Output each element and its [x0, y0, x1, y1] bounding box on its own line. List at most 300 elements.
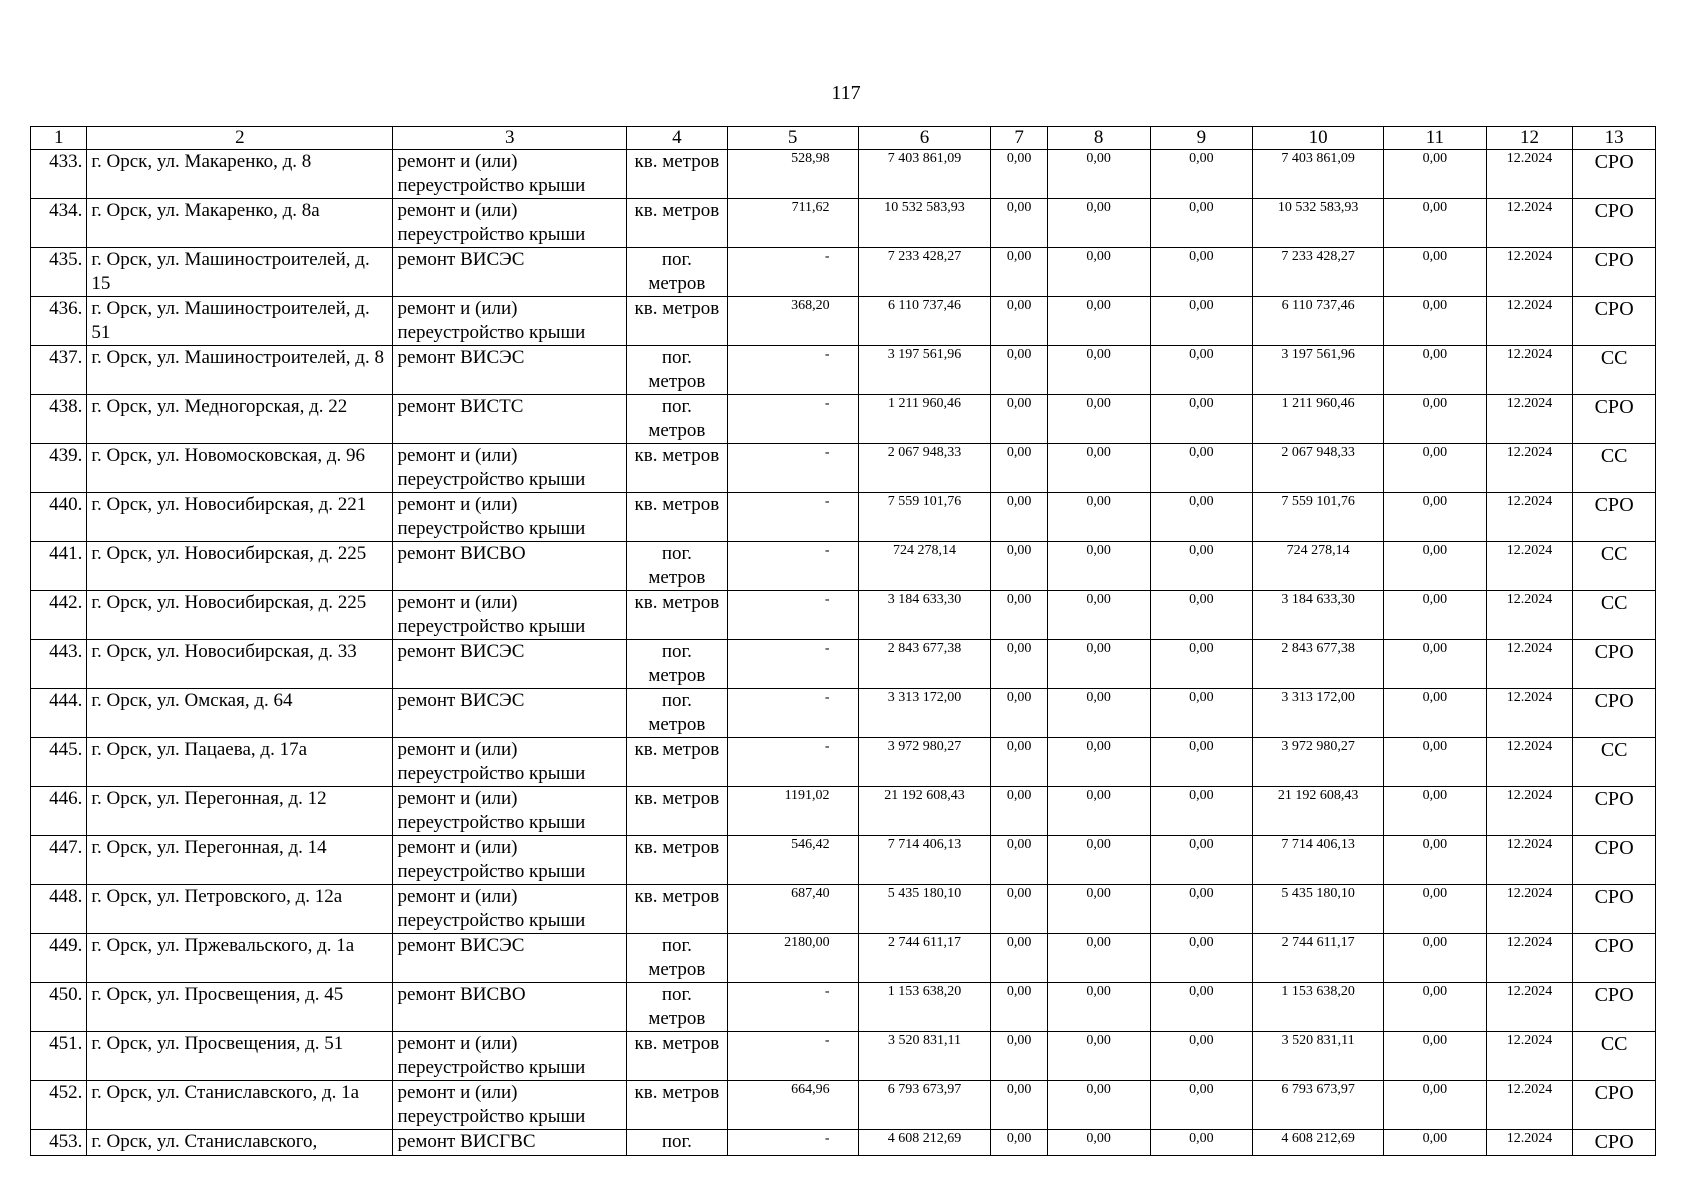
total-cost-cell: 7 233 428,27: [858, 248, 991, 297]
row-number: 443.: [31, 640, 87, 689]
address-cell: г. Орск, ул. Перегонная, д. 12: [87, 787, 393, 836]
regional-budget-cell: 0,00: [1047, 199, 1150, 248]
other-sources-cell: 0,00: [1384, 885, 1487, 934]
other-sources-cell: 0,00: [1384, 640, 1487, 689]
regional-budget-cell: 0,00: [1047, 248, 1150, 297]
quantity-cell: 2180,00: [727, 934, 858, 983]
total-cost-cell: 3 520 831,11: [858, 1032, 991, 1081]
row-number: 437.: [31, 346, 87, 395]
table-row: [31, 1081, 1656, 1130]
owner-funds-cell: 10 532 583,93: [1253, 199, 1384, 248]
total-cost-cell: 5 435 180,10: [858, 885, 991, 934]
deadline-cell: 12.2024: [1486, 934, 1573, 983]
unit-cell: пог.: [627, 1130, 728, 1156]
fund-cell: 0,00: [991, 885, 1047, 934]
local-budget-cell: 0,00: [1150, 346, 1253, 395]
table-header: [31, 127, 1656, 150]
regional-budget-cell: 0,00: [1047, 1130, 1150, 1156]
local-budget-cell: 0,00: [1150, 1130, 1253, 1156]
owner-funds-cell: 21 192 608,43: [1253, 787, 1384, 836]
fund-mode-cell: СРО: [1573, 1130, 1656, 1156]
other-sources-cell: 0,00: [1384, 297, 1487, 346]
table-row: [31, 542, 1656, 591]
table-row: [31, 297, 1656, 346]
work-type-cell: ремонт ВИСЭС: [393, 689, 627, 738]
quantity-cell: -: [727, 1130, 858, 1156]
work-type-cell: ремонт ВИСЭС: [393, 248, 627, 297]
other-sources-cell: 0,00: [1384, 346, 1487, 395]
fund-cell: 0,00: [991, 689, 1047, 738]
other-sources-cell: 0,00: [1384, 934, 1487, 983]
deadline-cell: 12.2024: [1486, 591, 1573, 640]
local-budget-cell: 0,00: [1150, 542, 1253, 591]
unit-cell: пог. метров: [627, 689, 728, 738]
quantity-cell: -: [727, 395, 858, 444]
work-type-cell: ремонт и (или) переустройство крыши: [393, 738, 627, 787]
row-number: 441.: [31, 542, 87, 591]
header-col-13: 13: [1573, 127, 1656, 150]
other-sources-cell: 0,00: [1384, 493, 1487, 542]
fund-mode-cell: СРО: [1573, 787, 1656, 836]
row-number: 436.: [31, 297, 87, 346]
fund-cell: 0,00: [991, 787, 1047, 836]
deadline-cell: 12.2024: [1486, 689, 1573, 738]
fund-cell: 0,00: [991, 934, 1047, 983]
address-cell: г. Орск, ул. Петровского, д. 12а: [87, 885, 393, 934]
quantity-cell: -: [727, 1032, 858, 1081]
local-budget-cell: 0,00: [1150, 1081, 1253, 1130]
fund-mode-cell: СРО: [1573, 836, 1656, 885]
unit-cell: кв. метров: [627, 1032, 728, 1081]
owner-funds-cell: 6 793 673,97: [1253, 1081, 1384, 1130]
header-col-6: 6: [858, 127, 991, 150]
row-number: 438.: [31, 395, 87, 444]
owner-funds-cell: 5 435 180,10: [1253, 885, 1384, 934]
header-col-7: 7: [991, 127, 1047, 150]
regional-budget-cell: 0,00: [1047, 1081, 1150, 1130]
local-budget-cell: 0,00: [1150, 591, 1253, 640]
total-cost-cell: 7 403 861,09: [858, 150, 991, 199]
quantity-cell: -: [727, 738, 858, 787]
other-sources-cell: 0,00: [1384, 248, 1487, 297]
fund-mode-cell: СС: [1573, 542, 1656, 591]
unit-cell: кв. метров: [627, 885, 728, 934]
work-type-cell: ремонт и (или) переустройство крыши: [393, 1081, 627, 1130]
address-cell: г. Орск, ул. Новосибирская, д. 225: [87, 542, 393, 591]
local-budget-cell: 0,00: [1150, 934, 1253, 983]
regional-budget-cell: 0,00: [1047, 542, 1150, 591]
table-row: [31, 1130, 1656, 1156]
fund-mode-cell: СС: [1573, 1032, 1656, 1081]
regional-budget-cell: 0,00: [1047, 493, 1150, 542]
work-type-cell: ремонт и (или) переустройство крыши: [393, 150, 627, 199]
header-col-3: 3: [393, 127, 627, 150]
address-cell: г. Орск, ул. Новосибирская, д. 225: [87, 591, 393, 640]
fund-cell: 0,00: [991, 150, 1047, 199]
local-budget-cell: 0,00: [1150, 199, 1253, 248]
other-sources-cell: 0,00: [1384, 1130, 1487, 1156]
header-col-2: 2: [87, 127, 393, 150]
address-cell: г. Орск, ул. Станиславского,: [87, 1130, 393, 1156]
fund-mode-cell: СРО: [1573, 885, 1656, 934]
row-number: 452.: [31, 1081, 87, 1130]
table-row: [31, 150, 1656, 199]
work-type-cell: ремонт и (или) переустройство крыши: [393, 591, 627, 640]
regional-budget-cell: 0,00: [1047, 1032, 1150, 1081]
header-col-9: 9: [1150, 127, 1253, 150]
fund-mode-cell: СРО: [1573, 689, 1656, 738]
quantity-cell: -: [727, 346, 858, 395]
owner-funds-cell: 1 211 960,46: [1253, 395, 1384, 444]
local-budget-cell: 0,00: [1150, 836, 1253, 885]
table-row: [31, 248, 1656, 297]
row-number: 439.: [31, 444, 87, 493]
table-row: [31, 199, 1656, 248]
header-col-4: 4: [627, 127, 728, 150]
address-cell: г. Орск, ул. Медногорская, д. 22: [87, 395, 393, 444]
owner-funds-cell: 3 313 172,00: [1253, 689, 1384, 738]
other-sources-cell: 0,00: [1384, 689, 1487, 738]
fund-cell: 0,00: [991, 640, 1047, 689]
owner-funds-cell: 4 608 212,69: [1253, 1130, 1384, 1156]
fund-mode-cell: СРО: [1573, 248, 1656, 297]
quantity-cell: 711,62: [727, 199, 858, 248]
owner-funds-cell: 3 520 831,11: [1253, 1032, 1384, 1081]
regional-budget-cell: 0,00: [1047, 934, 1150, 983]
fund-mode-cell: СРО: [1573, 983, 1656, 1032]
table-row: [31, 346, 1656, 395]
regional-budget-cell: 0,00: [1047, 150, 1150, 199]
work-type-cell: ремонт ВИСВО: [393, 983, 627, 1032]
deadline-cell: 12.2024: [1486, 983, 1573, 1032]
deadline-cell: 12.2024: [1486, 150, 1573, 199]
deadline-cell: 12.2024: [1486, 346, 1573, 395]
address-cell: г. Орск, ул. Новомосковская, д. 96: [87, 444, 393, 493]
row-number: 448.: [31, 885, 87, 934]
table-row: [31, 689, 1656, 738]
other-sources-cell: 0,00: [1384, 395, 1487, 444]
total-cost-cell: 21 192 608,43: [858, 787, 991, 836]
header-col-5: 5: [727, 127, 858, 150]
regional-budget-cell: 0,00: [1047, 444, 1150, 493]
other-sources-cell: 0,00: [1384, 738, 1487, 787]
fund-mode-cell: СС: [1573, 444, 1656, 493]
fund-mode-cell: СРО: [1573, 493, 1656, 542]
owner-funds-cell: 3 972 980,27: [1253, 738, 1384, 787]
total-cost-cell: 2 843 677,38: [858, 640, 991, 689]
owner-funds-cell: 724 278,14: [1253, 542, 1384, 591]
owner-funds-cell: 3 197 561,96: [1253, 346, 1384, 395]
unit-cell: пог. метров: [627, 248, 728, 297]
local-budget-cell: 0,00: [1150, 640, 1253, 689]
total-cost-cell: 7 714 406,13: [858, 836, 991, 885]
regional-budget-cell: 0,00: [1047, 640, 1150, 689]
unit-cell: кв. метров: [627, 787, 728, 836]
deadline-cell: 12.2024: [1486, 1032, 1573, 1081]
table-row: [31, 444, 1656, 493]
unit-cell: пог. метров: [627, 542, 728, 591]
row-number: 447.: [31, 836, 87, 885]
total-cost-cell: 7 559 101,76: [858, 493, 991, 542]
fund-mode-cell: СРО: [1573, 395, 1656, 444]
total-cost-cell: 3 197 561,96: [858, 346, 991, 395]
fund-cell: 0,00: [991, 297, 1047, 346]
work-type-cell: ремонт и (или) переустройство крыши: [393, 199, 627, 248]
table-row: [31, 591, 1656, 640]
local-budget-cell: 0,00: [1150, 787, 1253, 836]
header-col-11: 11: [1384, 127, 1487, 150]
total-cost-cell: 2 744 611,17: [858, 934, 991, 983]
fund-mode-cell: СРО: [1573, 934, 1656, 983]
address-cell: г. Орск, ул. Машиностроителей, д. 15: [87, 248, 393, 297]
fund-mode-cell: СС: [1573, 346, 1656, 395]
header-col-1: 1: [31, 127, 87, 150]
regional-budget-cell: 0,00: [1047, 885, 1150, 934]
regional-budget-cell: 0,00: [1047, 738, 1150, 787]
work-type-cell: ремонт и (или) переустройство крыши: [393, 885, 627, 934]
fund-cell: 0,00: [991, 738, 1047, 787]
work-type-cell: ремонт ВИСГВС: [393, 1130, 627, 1156]
table-row: [31, 787, 1656, 836]
local-budget-cell: 0,00: [1150, 150, 1253, 199]
table-body: [31, 150, 1656, 1156]
quantity-cell: 664,96: [727, 1081, 858, 1130]
table-row: [31, 885, 1656, 934]
deadline-cell: 12.2024: [1486, 444, 1573, 493]
unit-cell: кв. метров: [627, 199, 728, 248]
fund-cell: 0,00: [991, 542, 1047, 591]
work-type-cell: ремонт и (или) переустройство крыши: [393, 297, 627, 346]
fund-cell: 0,00: [991, 983, 1047, 1032]
unit-cell: кв. метров: [627, 297, 728, 346]
header-col-12: 12: [1486, 127, 1573, 150]
deadline-cell: 12.2024: [1486, 199, 1573, 248]
page-number: 117: [831, 82, 861, 104]
quantity-cell: 528,98: [727, 150, 858, 199]
address-cell: г. Орск, ул. Макаренко, д. 8а: [87, 199, 393, 248]
quantity-cell: -: [727, 983, 858, 1032]
quantity-cell: -: [727, 591, 858, 640]
quantity-cell: 1191,02: [727, 787, 858, 836]
work-type-cell: ремонт и (или) переустройство крыши: [393, 787, 627, 836]
total-cost-cell: 1 211 960,46: [858, 395, 991, 444]
table-row: [31, 640, 1656, 689]
total-cost-cell: 3 184 633,30: [858, 591, 991, 640]
unit-cell: пог. метров: [627, 346, 728, 395]
total-cost-cell: 1 153 638,20: [858, 983, 991, 1032]
quantity-cell: 546,42: [727, 836, 858, 885]
regional-budget-cell: 0,00: [1047, 395, 1150, 444]
fund-cell: 0,00: [991, 1081, 1047, 1130]
address-cell: г. Орск, ул. Пацаева, д. 17а: [87, 738, 393, 787]
address-cell: г. Орск, ул. Омская, д. 64: [87, 689, 393, 738]
local-budget-cell: 0,00: [1150, 297, 1253, 346]
fund-mode-cell: СРО: [1573, 1081, 1656, 1130]
regional-budget-cell: 0,00: [1047, 689, 1150, 738]
address-cell: г. Орск, ул. Новосибирская, д. 221: [87, 493, 393, 542]
total-cost-cell: 3 313 172,00: [858, 689, 991, 738]
work-type-cell: ремонт ВИСВО: [393, 542, 627, 591]
regional-budget-cell: 0,00: [1047, 983, 1150, 1032]
address-cell: г. Орск, ул. Машиностроителей, д. 51: [87, 297, 393, 346]
deadline-cell: 12.2024: [1486, 493, 1573, 542]
work-type-cell: ремонт и (или) переустройство крыши: [393, 1032, 627, 1081]
row-number: 445.: [31, 738, 87, 787]
row-number: 434.: [31, 199, 87, 248]
local-budget-cell: 0,00: [1150, 1032, 1253, 1081]
address-cell: г. Орск, ул. Перегонная, д. 14: [87, 836, 393, 885]
other-sources-cell: 0,00: [1384, 787, 1487, 836]
total-cost-cell: 724 278,14: [858, 542, 991, 591]
deadline-cell: 12.2024: [1486, 1081, 1573, 1130]
table-row: [31, 493, 1656, 542]
local-budget-cell: 0,00: [1150, 493, 1253, 542]
row-number: 444.: [31, 689, 87, 738]
header-col-8: 8: [1047, 127, 1150, 150]
deadline-cell: 12.2024: [1486, 297, 1573, 346]
unit-cell: пог. метров: [627, 395, 728, 444]
local-budget-cell: 0,00: [1150, 248, 1253, 297]
row-number: 446.: [31, 787, 87, 836]
deadline-cell: 12.2024: [1486, 395, 1573, 444]
table-row: [31, 983, 1656, 1032]
total-cost-cell: 6 793 673,97: [858, 1081, 991, 1130]
quantity-cell: -: [727, 689, 858, 738]
row-number: 435.: [31, 248, 87, 297]
other-sources-cell: 0,00: [1384, 836, 1487, 885]
work-type-cell: ремонт и (или) переустройство крыши: [393, 493, 627, 542]
work-type-cell: ремонт ВИСЭС: [393, 934, 627, 983]
owner-funds-cell: 7 233 428,27: [1253, 248, 1384, 297]
fund-cell: 0,00: [991, 591, 1047, 640]
local-budget-cell: 0,00: [1150, 983, 1253, 1032]
table-row: [31, 395, 1656, 444]
fund-mode-cell: СРО: [1573, 199, 1656, 248]
row-number: 440.: [31, 493, 87, 542]
total-cost-cell: 2 067 948,33: [858, 444, 991, 493]
other-sources-cell: 0,00: [1384, 150, 1487, 199]
fund-mode-cell: СРО: [1573, 150, 1656, 199]
work-type-cell: ремонт ВИСЭС: [393, 346, 627, 395]
quantity-cell: -: [727, 542, 858, 591]
unit-cell: кв. метров: [627, 493, 728, 542]
unit-cell: кв. метров: [627, 150, 728, 199]
table-row: [31, 1032, 1656, 1081]
header-col-10: 10: [1253, 127, 1384, 150]
address-cell: г. Орск, ул. Машиностроителей, д. 8: [87, 346, 393, 395]
work-type-cell: ремонт и (или) переустройство крыши: [393, 444, 627, 493]
owner-funds-cell: 7 403 861,09: [1253, 150, 1384, 199]
unit-cell: кв. метров: [627, 836, 728, 885]
fund-cell: 0,00: [991, 1032, 1047, 1081]
total-cost-cell: 10 532 583,93: [858, 199, 991, 248]
address-cell: г. Орск, ул. Просвещения, д. 51: [87, 1032, 393, 1081]
work-type-cell: ремонт и (или) переустройство крыши: [393, 836, 627, 885]
regional-budget-cell: 0,00: [1047, 591, 1150, 640]
deadline-cell: 12.2024: [1486, 738, 1573, 787]
unit-cell: пог. метров: [627, 983, 728, 1032]
fund-cell: 0,00: [991, 248, 1047, 297]
local-budget-cell: 0,00: [1150, 885, 1253, 934]
other-sources-cell: 0,00: [1384, 591, 1487, 640]
unit-cell: пог. метров: [627, 640, 728, 689]
row-number: 449.: [31, 934, 87, 983]
unit-cell: кв. метров: [627, 444, 728, 493]
fund-mode-cell: СС: [1573, 591, 1656, 640]
deadline-cell: 12.2024: [1486, 542, 1573, 591]
regional-budget-cell: 0,00: [1047, 787, 1150, 836]
local-budget-cell: 0,00: [1150, 395, 1253, 444]
regional-budget-cell: 0,00: [1047, 836, 1150, 885]
owner-funds-cell: 3 184 633,30: [1253, 591, 1384, 640]
fund-cell: 0,00: [991, 199, 1047, 248]
other-sources-cell: 0,00: [1384, 542, 1487, 591]
address-cell: г. Орск, ул. Просвещения, д. 45: [87, 983, 393, 1032]
unit-cell: пог. метров: [627, 934, 728, 983]
other-sources-cell: 0,00: [1384, 444, 1487, 493]
quantity-cell: -: [727, 248, 858, 297]
local-budget-cell: 0,00: [1150, 444, 1253, 493]
address-cell: г. Орск, ул. Пржевальского, д. 1а: [87, 934, 393, 983]
quantity-cell: 687,40: [727, 885, 858, 934]
row-number: 433.: [31, 150, 87, 199]
unit-cell: кв. метров: [627, 1081, 728, 1130]
other-sources-cell: 0,00: [1384, 983, 1487, 1032]
address-cell: г. Орск, ул. Новосибирская, д. 33: [87, 640, 393, 689]
owner-funds-cell: 2 744 611,17: [1253, 934, 1384, 983]
table-row: [31, 738, 1656, 787]
fund-cell: 0,00: [991, 346, 1047, 395]
fund-cell: 0,00: [991, 395, 1047, 444]
fund-cell: 0,00: [991, 1130, 1047, 1156]
deadline-cell: 12.2024: [1486, 885, 1573, 934]
fund-mode-cell: СРО: [1573, 640, 1656, 689]
owner-funds-cell: 7 559 101,76: [1253, 493, 1384, 542]
fund-cell: 0,00: [991, 444, 1047, 493]
row-number: 453.: [31, 1130, 87, 1156]
deadline-cell: 12.2024: [1486, 248, 1573, 297]
owner-funds-cell: 2 067 948,33: [1253, 444, 1384, 493]
address-cell: г. Орск, ул. Станиславского, д. 1а: [87, 1081, 393, 1130]
total-cost-cell: 6 110 737,46: [858, 297, 991, 346]
deadline-cell: 12.2024: [1486, 787, 1573, 836]
fund-mode-cell: СС: [1573, 738, 1656, 787]
total-cost-cell: 4 608 212,69: [858, 1130, 991, 1156]
total-cost-cell: 3 972 980,27: [858, 738, 991, 787]
register-table: [30, 126, 1656, 1156]
fund-cell: 0,00: [991, 493, 1047, 542]
other-sources-cell: 0,00: [1384, 199, 1487, 248]
local-budget-cell: 0,00: [1150, 738, 1253, 787]
owner-funds-cell: 2 843 677,38: [1253, 640, 1384, 689]
work-type-cell: ремонт ВИСТС: [393, 395, 627, 444]
row-number: 451.: [31, 1032, 87, 1081]
deadline-cell: 12.2024: [1486, 1130, 1573, 1156]
fund-mode-cell: СРО: [1573, 297, 1656, 346]
quantity-cell: -: [727, 444, 858, 493]
regional-budget-cell: 0,00: [1047, 297, 1150, 346]
quantity-cell: 368,20: [727, 297, 858, 346]
quantity-cell: -: [727, 493, 858, 542]
owner-funds-cell: 7 714 406,13: [1253, 836, 1384, 885]
address-cell: г. Орск, ул. Макаренко, д. 8: [87, 150, 393, 199]
quantity-cell: -: [727, 640, 858, 689]
work-type-cell: ремонт ВИСЭС: [393, 640, 627, 689]
deadline-cell: 12.2024: [1486, 836, 1573, 885]
deadline-cell: 12.2024: [1486, 640, 1573, 689]
unit-cell: кв. метров: [627, 591, 728, 640]
fund-cell: 0,00: [991, 836, 1047, 885]
